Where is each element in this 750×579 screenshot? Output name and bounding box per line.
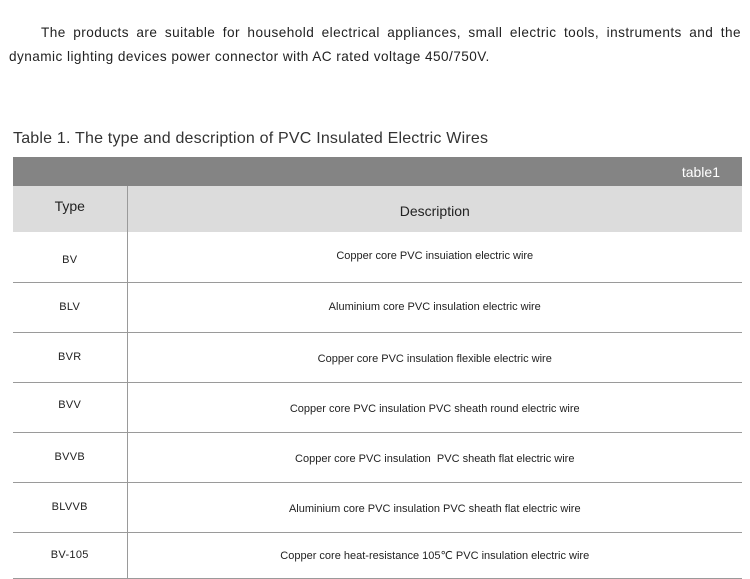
cell-description: Copper core heat-resistance 105℃ PVC insulation electric wire bbox=[127, 532, 742, 578]
cell-type: BVR bbox=[13, 332, 127, 382]
cell-description: Copper core PVC insulation PVC sheath round electric wire bbox=[127, 382, 742, 432]
cell-type: BLVVB bbox=[13, 482, 127, 532]
cell-type: BLV bbox=[13, 282, 127, 332]
cell-type: BVV bbox=[13, 382, 127, 432]
table-caption: Table 1. The type and description of PVC Insulated Electric Wires bbox=[13, 130, 489, 147]
cell-type: BV-105 bbox=[13, 532, 127, 578]
table-row bbox=[13, 382, 742, 432]
table-banner-label: table1 bbox=[681, 163, 720, 180]
table-banner bbox=[13, 157, 742, 186]
cell-description: Copper core PVC insulation flexible electric wire bbox=[127, 332, 742, 382]
table-row bbox=[13, 332, 742, 382]
cell-description: Copper core PVC insuiation electric wire bbox=[127, 232, 742, 282]
table-row bbox=[13, 432, 742, 482]
column-header-type: Type bbox=[13, 186, 127, 232]
intro-paragraph: The products are suitable for household electrical appliances, small electric tools, instruments and the dynamic lighting devices power connector with AC rated voltage 450/750V. bbox=[9, 25, 741, 64]
table-header-row bbox=[13, 186, 742, 232]
table-row bbox=[13, 232, 742, 282]
table-row bbox=[13, 482, 742, 532]
wire-types-table bbox=[13, 186, 742, 579]
wire-types-table-container bbox=[13, 157, 742, 579]
cell-type: BV bbox=[13, 232, 127, 282]
cell-description: Aluminium core PVC insulation electric wire bbox=[127, 282, 742, 332]
cell-description: Copper core PVC insulation PVC sheath flat electric wire bbox=[127, 432, 742, 482]
column-header-description: Description bbox=[127, 186, 742, 232]
cell-type: BVVB bbox=[13, 432, 127, 482]
table-row bbox=[13, 532, 742, 578]
table-row bbox=[13, 282, 742, 332]
cell-description: Aluminium core PVC insulation PVC sheath flat electric wire bbox=[127, 482, 742, 532]
